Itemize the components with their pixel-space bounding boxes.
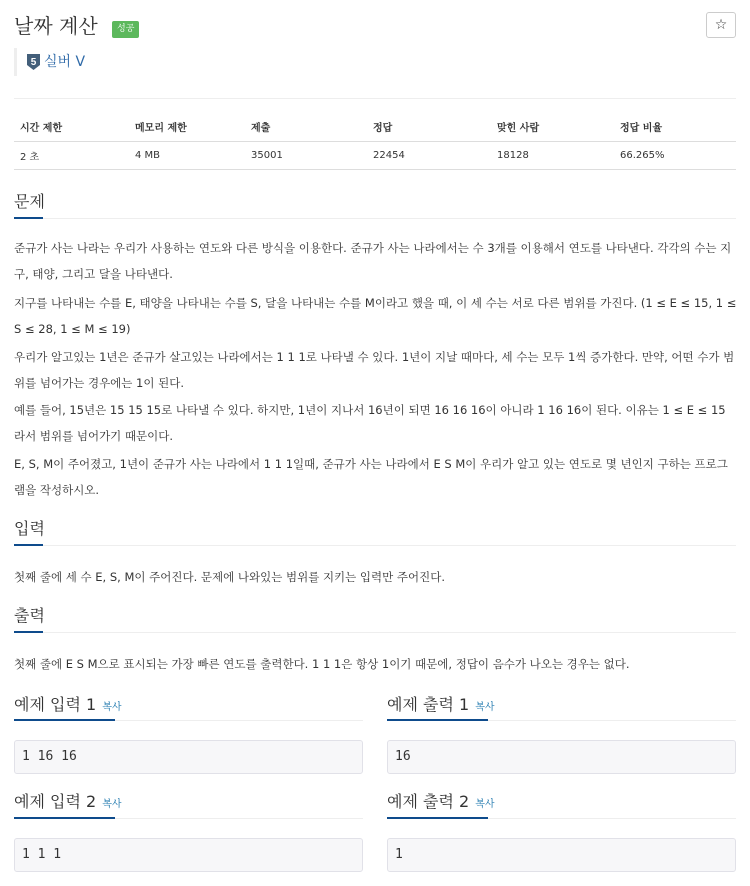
section-underline: [387, 817, 488, 819]
sample-input-title-text: 예제 입력 2: [14, 792, 97, 811]
sample-output-title-text: 예제 출력 2: [387, 792, 470, 811]
problem-paragraph: 준규가 사는 나라는 우리가 사용하는 연도와 다른 방식을 이용한다. 준규가 사는 나라에서는 수 3개를 이용해서 연도를 나타낸다. 각각의 수는 지구, 태양, 그리고 달을 나타낸다.: [14, 241, 732, 281]
copy-button[interactable]: 복사: [475, 799, 495, 810]
sample-input-box[interactable]: 1 16 16: [14, 740, 363, 774]
stats-value: 66.265%: [614, 141, 736, 169]
stats-header: 제출: [245, 113, 367, 141]
tier-row: [14, 48, 85, 76]
sample-input-title: [14, 694, 122, 719]
problem-paragraph: E, S, M이 주어졌고, 1년이 준규가 사는 나라에서 1 1 1일때, 준규가 사는 나라에서 E S M이 우리가 알고 있는 연도로 몇 년인지 구하는 프로그램을 작성하시오.: [14, 457, 728, 497]
problem-header: [14, 12, 736, 42]
star-button[interactable]: [706, 12, 736, 38]
tier-number: 5: [30, 57, 37, 68]
stats-value: 18128: [491, 141, 614, 169]
sample-input-box[interactable]: 1 1 1: [14, 838, 363, 872]
sample-output-title: [387, 694, 495, 719]
section-underline: [14, 719, 115, 721]
sample-output-title-text: 예제 출력 1: [387, 695, 470, 714]
stats-header: 정답: [367, 113, 491, 141]
status-badge: 성공: [112, 21, 139, 38]
section-underline: [14, 631, 43, 633]
stats-value: 22454: [367, 141, 491, 169]
star-icon: ☆: [714, 17, 728, 33]
section-underline: [14, 217, 43, 219]
section-underline: [14, 817, 115, 819]
stats-header: 정답 비율: [614, 113, 736, 141]
section-underline: [387, 719, 488, 721]
stats-header: 맞힌 사람: [491, 113, 614, 141]
sample-output-box[interactable]: 16: [387, 740, 736, 774]
section-underline: [14, 544, 43, 546]
output-description: 첫째 줄에 E S M으로 표시되는 가장 빠른 연도를 출력한다. 1 1 1은 항상 1이기 때문에, 정답이 음수가 나오는 경우는 없다.: [14, 657, 630, 671]
stats-table: [14, 113, 736, 170]
stats-header: 메모리 제한: [129, 113, 245, 141]
tier-label[interactable]: 실버 V: [44, 54, 86, 70]
section-divider: [14, 632, 736, 633]
copy-button[interactable]: 복사: [475, 702, 495, 713]
stats-header: 시간 제한: [14, 113, 129, 141]
stats-header-row: [14, 113, 736, 141]
section-title-problem: 문제: [14, 192, 45, 211]
problem-paragraph: 예를 들어, 15년은 15 15 15로 나타낼 수 있다. 하지만, 1년이 지나서 16년이 되면 16 16 16이 아니라 1 16 16이 된다. 이유는 1 ≤ E ≤ 15 라서 범위를 넘어가기 때문이다.: [14, 403, 726, 443]
sample-input-title-text: 예제 입력 1: [14, 695, 97, 714]
section-divider: [14, 545, 736, 546]
section-title-input: 입력: [14, 519, 45, 538]
problem-paragraph: 우리가 알고있는 1년은 준규가 살고있는 나라에서는 1 1 1로 나타낼 수 있다. 1년이 지날 때마다, 세 수는 모두 1씩 증가한다. 만약, 어떤 수가 범위를 넘어가는 경우에는 1이 된다.: [14, 350, 735, 390]
sample-input-title: [14, 791, 122, 816]
sample-output-box[interactable]: 1: [387, 838, 736, 872]
problem-paragraph: 지구를 나타내는 수를 E, 태양을 나타내는 수를 S, 달을 나타내는 수를 M이라고 했을 때, 이 세 수는 서로 다른 범위를 가진다. (1 ≤ E ≤ 15, 1 ≤ S ≤ 28, 1 ≤ M ≤ 19): [14, 296, 737, 336]
stats-value: 4 MB: [129, 141, 245, 169]
section-title-output: 출력: [14, 606, 45, 625]
input-description: 첫째 줄에 세 수 E, S, M이 주어진다. 문제에 나와있는 범위를 지키는 입력만 주어진다.: [14, 570, 446, 584]
sample-output-title: [387, 791, 495, 816]
section-divider: [14, 218, 736, 219]
stats-value: 2 초: [14, 141, 129, 169]
divider: [14, 98, 736, 99]
copy-button[interactable]: 복사: [102, 799, 122, 810]
problem-title: 날짜 계산: [14, 14, 98, 38]
stats-value-row: [14, 141, 736, 169]
stats-value: 35001: [245, 141, 367, 169]
copy-button[interactable]: 복사: [102, 702, 122, 713]
tier-icon: [27, 54, 40, 70]
